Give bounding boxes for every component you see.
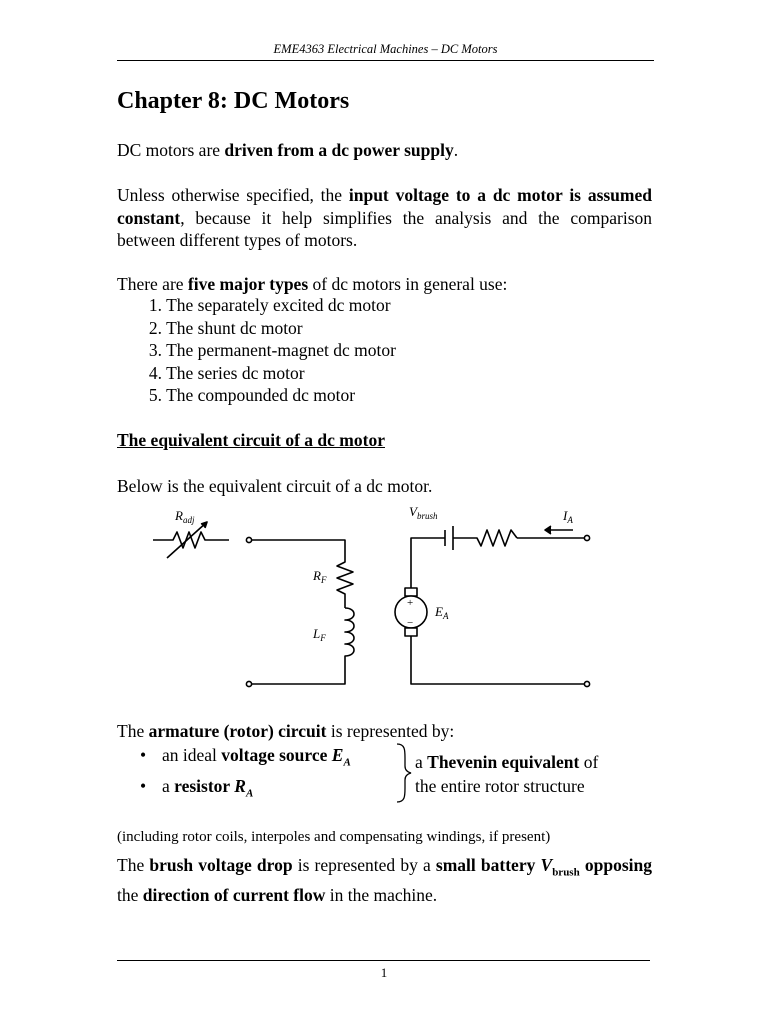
ia-label: $I_A$	[563, 508, 573, 525]
minus-label: −	[407, 617, 414, 629]
intro-paragraph: DC motors are driven from a dc power supply.	[117, 140, 459, 160]
plus-label: +	[407, 597, 414, 609]
running-header: EME4363 Electrical Machines – DC Motors	[117, 42, 654, 61]
rf-label: $R_F$	[313, 568, 327, 585]
ra-resistor	[453, 530, 517, 546]
rf-resistor	[337, 556, 353, 608]
terminal	[584, 535, 589, 540]
assumption-paragraph: Unless otherwise specified, the input voltage to a dc motor is assumed constant, because it help simplifies the analysis and the comparison between different types of motors.	[117, 185, 652, 250]
types-intro: There are five major types of dc motors in general use:	[117, 274, 508, 294]
lf-label: $L_F$	[313, 626, 326, 643]
equivalent-circuit-diagram	[145, 500, 615, 700]
list-item: • an ideal voltage source $E_A$	[140, 744, 351, 775]
list-item: 4. The series dc motor	[148, 362, 305, 383]
terminal	[246, 537, 251, 542]
page-number: 1	[380, 965, 388, 980]
terminal	[584, 681, 589, 686]
motor-types-list	[117, 294, 396, 407]
terminal	[246, 681, 251, 686]
circuit-intro: Below is the equivalent circuit of a dc motor.	[117, 476, 433, 496]
chapter-title: Chapter 8: DC Motors	[117, 88, 350, 114]
vbrush-label: $V_{brush}$	[409, 504, 438, 521]
list-item: 5. The compounded dc motor	[148, 385, 356, 405]
armature-paragraph: The armature (rotor) circuit is represented by:	[117, 721, 455, 741]
armature-bullets	[140, 744, 351, 805]
footnote-parenthetical: (including rotor coils, interpoles and compensating windings, if present)	[117, 829, 551, 845]
brush-paragraph: The brush voltage drop is represented by a small battery $V_{brush}$ opposing the direction of current flow in the machine.	[117, 855, 652, 905]
brush-box	[405, 588, 417, 596]
list-item: 3. The permanent-magnet dc motor	[148, 340, 396, 360]
thevenin-note: a Thevenin equivalent of the entire rotor structure	[415, 752, 599, 796]
list-item: • a resistor $R_A$	[140, 775, 351, 806]
curly-brace-icon	[393, 742, 413, 804]
footer-rule	[117, 960, 650, 961]
section-heading: The equivalent circuit of a dc motor	[117, 430, 385, 450]
brush-box	[405, 628, 417, 636]
radj-resistor	[153, 532, 229, 548]
list-item: 1. The separately excited dc motor	[148, 295, 391, 315]
radj-label: $R_{adj}$	[175, 508, 195, 525]
ea-label: $E_A$	[435, 604, 449, 621]
list-item: 2. The shunt dc motor	[148, 317, 303, 338]
lf-inductor	[251, 608, 354, 684]
